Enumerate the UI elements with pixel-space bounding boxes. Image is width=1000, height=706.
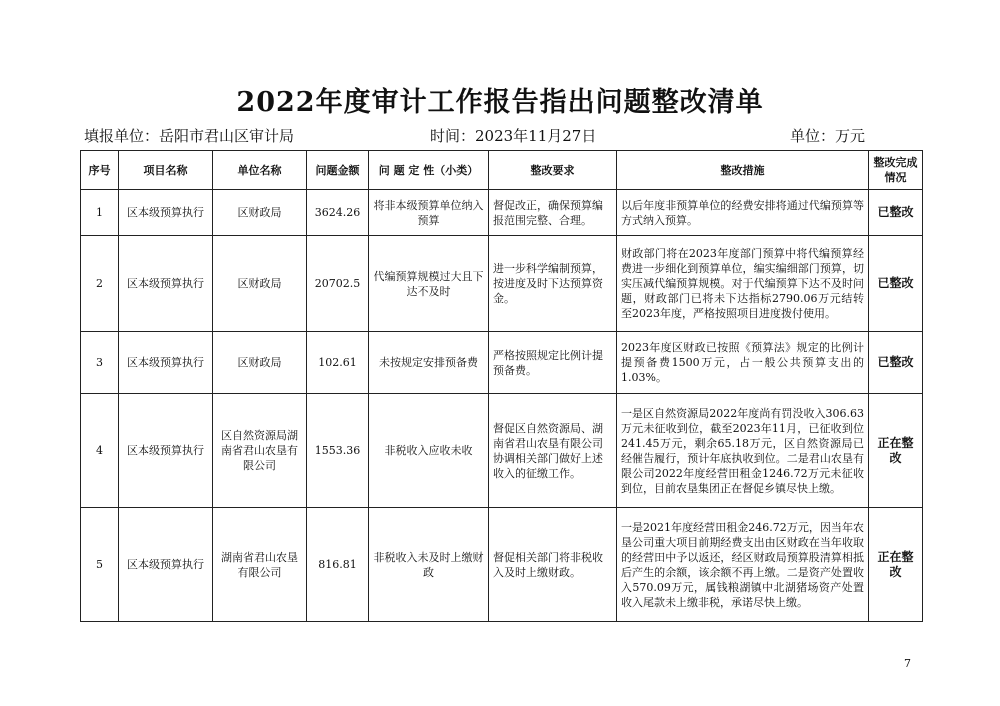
cell-unit: 区财政局 [213,190,307,236]
cell-amount: 102.61 [307,332,369,394]
cell-issue: 非税收入未及时上缴财政 [369,508,489,622]
cell-no: 5 [81,508,119,622]
cell-requirement: 督促相关部门将非税收入及时上缴财政。 [489,508,617,622]
cell-project: 区本级预算执行 [119,394,213,508]
header-no: 序号 [81,151,119,190]
table-row [81,190,923,236]
cell-status: 已整改 [869,332,923,394]
cell-measures: 一是2021年度经营田租金246.72万元，因当年农垦公司重大项目前期经费支出由区财政在当年收取的经营田中予以返还，经区财政局预算股清算相抵后产生的余额，该余额不再上缴。二是资产处置收入570.09万元，属钱粮湖镇中北湖猪场资产处置收入尾款未上缴非税，承诺尽快上缴。 [617,508,869,622]
cell-measures: 以后年度非预算单位的经费安排将通过代编预算等方式纳入预算。 [617,190,869,236]
table-row [81,332,923,394]
cell-requirement: 督促区自然资源局、湖南省君山农垦有限公司协调相关部门做好上述收入的征缴工作。 [489,394,617,508]
cell-no: 2 [81,236,119,332]
cell-requirement: 督促改正，确保预算编报范围完整、合理。 [489,190,617,236]
cell-issue: 非税收入应收未收 [369,394,489,508]
cell-measures: 财政部门将在2023年度部门预算中将代编预算经费进一步细化到预算单位，编实编细部门预算，切实压减代编预算规模。对于代编预算下达不及时问题，财政部门已将未下达指标2790.06万元结转至2023年度，严格按照项目进度拨付使用。 [617,236,869,332]
cell-amount: 1553.36 [307,394,369,508]
cell-requirement: 进一步科学编制预算，按进度及时下达预算资金。 [489,236,617,332]
cell-amount: 3624.26 [307,190,369,236]
cell-requirement: 严格按照规定比例计提预备费。 [489,332,617,394]
table-row [81,236,923,332]
cell-status: 已整改 [869,236,923,332]
cell-issue: 将非本级预算单位纳入预算 [369,190,489,236]
rectification-table [80,150,923,622]
table-row [81,508,923,622]
cell-status: 正在整改 [869,394,923,508]
document-meta [84,125,924,147]
header-amount: 问题金额 [307,151,369,190]
cell-status: 正在整改 [869,508,923,622]
cell-no: 4 [81,394,119,508]
cell-measures: 一是区自然资源局2022年度尚有罚没收入306.63万元未征收到位，截至2023年11月，已征收到位241.45万元，剩余65.18万元，区自然资源局已经催告履行，预计年底执收到位。二是君山农垦有限公司2022年度经营田租金1246.72万元未征收到位，目前农垦集团正在督促乡镇尽快上缴。 [617,394,869,508]
cell-unit: 湖南省君山农垦有限公司 [213,508,307,622]
cell-amount: 816.81 [307,508,369,622]
cell-project: 区本级预算执行 [119,236,213,332]
cell-issue: 代编预算规模过大且下达不及时 [369,236,489,332]
cell-status: 已整改 [869,190,923,236]
cell-project: 区本级预算执行 [119,332,213,394]
table-row [81,394,923,508]
header-unit: 单位名称 [213,151,307,190]
cell-project: 区本级预算执行 [119,508,213,622]
cell-unit: 区自然资源局湖南省君山农垦有限公司 [213,394,307,508]
cell-no: 3 [81,332,119,394]
table-header-row [81,151,923,190]
cell-amount: 20702.5 [307,236,369,332]
header-requirement: 整改要求 [489,151,617,190]
report-time: 时间：2023年11月27日 [430,127,597,145]
reporting-unit: 填报单位：岳阳市君山区审计局 [84,127,295,145]
header-project: 项目名称 [119,151,213,190]
cell-issue: 未按规定安排预备费 [369,332,489,394]
header-status: 整改完成情况 [869,151,923,190]
cell-project: 区本级预算执行 [119,190,213,236]
header-issue: 问 题 定 性（小类） [369,151,489,190]
cell-no: 1 [81,190,119,236]
cell-measures: 2023年度区财政已按照《预算法》规定的比例计提预备费1500万元，占一般公共预算支出的1.03%。 [617,332,869,394]
amount-unit: 单位：万元 [790,127,866,145]
page-number: 7 [904,657,911,670]
header-measures: 整改措施 [617,151,869,190]
cell-unit: 区财政局 [213,332,307,394]
cell-unit: 区财政局 [213,236,307,332]
document-title: 2022年度审计工作报告指出问题整改清单 [236,87,764,118]
